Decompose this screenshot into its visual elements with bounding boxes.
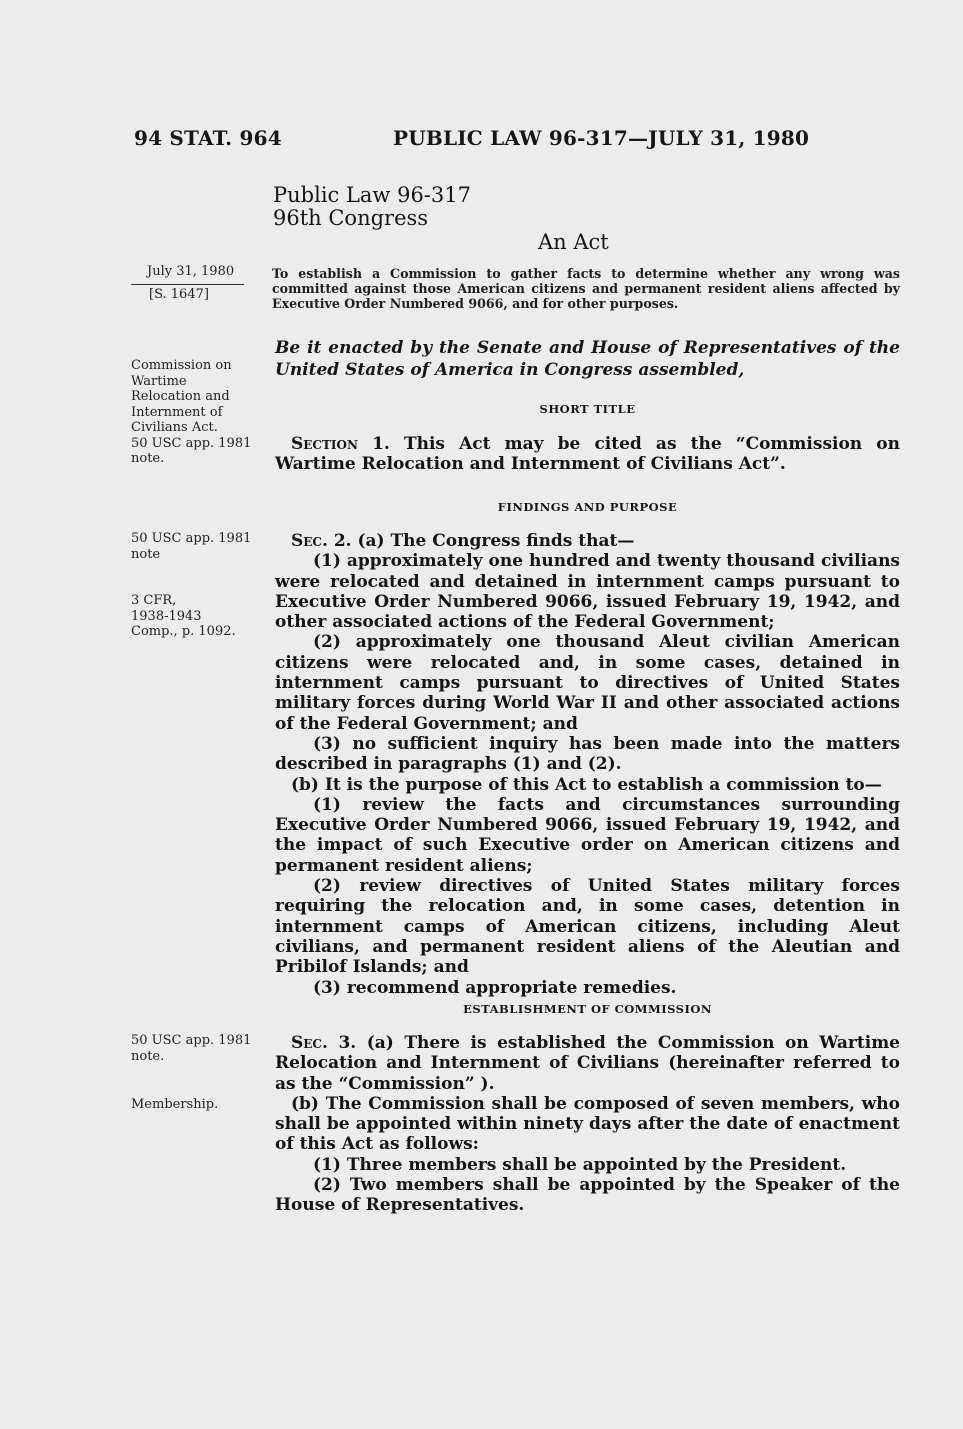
section-3 bbox=[275, 1033, 900, 1216]
section-2-b-intro: (b) It is the purpose of this Act to establish a commission to— bbox=[291, 774, 882, 795]
margin-commission-note: Commission on Wartime Relocation and Internment of Civilians Act. 50 USC app. 1981 note. bbox=[131, 358, 252, 466]
section-1-text: 1. This Act may be cited as the “Commission on Wartime Relocation and Internment of Civilians Act”. bbox=[275, 434, 900, 475]
section-2-b2: (2) review directives of United States military forces requiring the relocation and, in some cases, detention in internment camps of American citizens, including Aleut civilians, and permanent resident aliens of the Aleutian and Pribilof Islands; and bbox=[275, 876, 900, 978]
heading-establishment: ESTABLISHMENT OF COMMISSION bbox=[463, 1002, 712, 1016]
section-2-a2: (2) approximately one thousand Aleut civilian American citizens were relocated and, in some cases, detained in internment camps pursuant to directives of United States military forces during World War II and other associated actions of the Federal Government; and bbox=[275, 632, 900, 734]
margin-usc-note-2: 50 USC app. 1981 note bbox=[131, 531, 252, 562]
margin-date: July 31, 1980 bbox=[147, 264, 235, 279]
section-3-label: Sec. bbox=[291, 1033, 328, 1053]
section-2-a1: (1) approximately one hundred and twenty thousand civilians were relocated and detained in internment camps pursuant to Executive Order Numbered 9066, issued February 19, 1942, and other associated actions of the Federal Government; bbox=[275, 551, 900, 633]
act-purpose-description: To establish a Commission to gather facts to determine whether any wrong was committed against those American citizens and permanent resident aliens affected by Executive Order Numbered 9066, and for other purposes. bbox=[272, 266, 900, 311]
margin-bill-number: [S. 1647] bbox=[149, 287, 209, 302]
margin-rule bbox=[131, 284, 244, 285]
section-2-b1: (1) review the facts and circumstances surrounding Executive Order Numbered 9066, issued February 19, 1942, and the impact of such Executive order on American citizens and permanent resident aliens; bbox=[275, 794, 900, 876]
section-2-a3: (3) no sufficient inquiry has been made into the matters described in paragraphs (1) and (2). bbox=[275, 733, 900, 775]
section-1-label: Section bbox=[291, 434, 358, 454]
heading-findings: FINDINGS AND PURPOSE bbox=[497, 500, 678, 514]
section-2-intro: 2. (a) The Congress finds that— bbox=[327, 531, 635, 551]
congress-number: 96th Congress bbox=[273, 206, 429, 230]
stat-page-number: 94 STAT. 964 bbox=[134, 126, 282, 150]
enacting-clause: Be it enacted by the Senate and House of Representatives of the United States of America in Congress assembled, bbox=[275, 338, 900, 380]
section-3-b: (b) The Commission shall be composed of seven members, who shall be appointed within ninety days after the date of enactment of this Act as follows: bbox=[275, 1093, 900, 1155]
law-number: Public Law 96-317 bbox=[273, 183, 471, 207]
margin-usc-note-3: 50 USC app. 1981 note. bbox=[131, 1033, 252, 1064]
margin-cfr-note: 3 CFR, 1938-1943 Comp., p. 1092. bbox=[131, 593, 236, 639]
running-header-title: PUBLIC LAW 96-317—JULY 31, 1980 bbox=[393, 126, 810, 150]
section-2-b3: (3) recommend appropriate remedies. bbox=[313, 977, 677, 998]
section-2-label: Sec. bbox=[291, 531, 328, 551]
section-1 bbox=[275, 434, 900, 475]
section-3-b2: (2) Two members shall be appointed by the Speaker of the House of Representatives. bbox=[275, 1175, 900, 1216]
act-label: An Act bbox=[538, 230, 609, 254]
section-2 bbox=[275, 531, 900, 998]
margin-membership: Membership. bbox=[131, 1097, 219, 1112]
section-3-b1: (1) Three members shall be appointed by the President. bbox=[313, 1154, 847, 1175]
section-3-a: 3. (a) There is established the Commission on Wartime Relocation and Internment of Civilians (hereinafter referred to as the “Commission” ). bbox=[275, 1033, 900, 1094]
heading-short-title: SHORT TITLE bbox=[539, 402, 636, 416]
